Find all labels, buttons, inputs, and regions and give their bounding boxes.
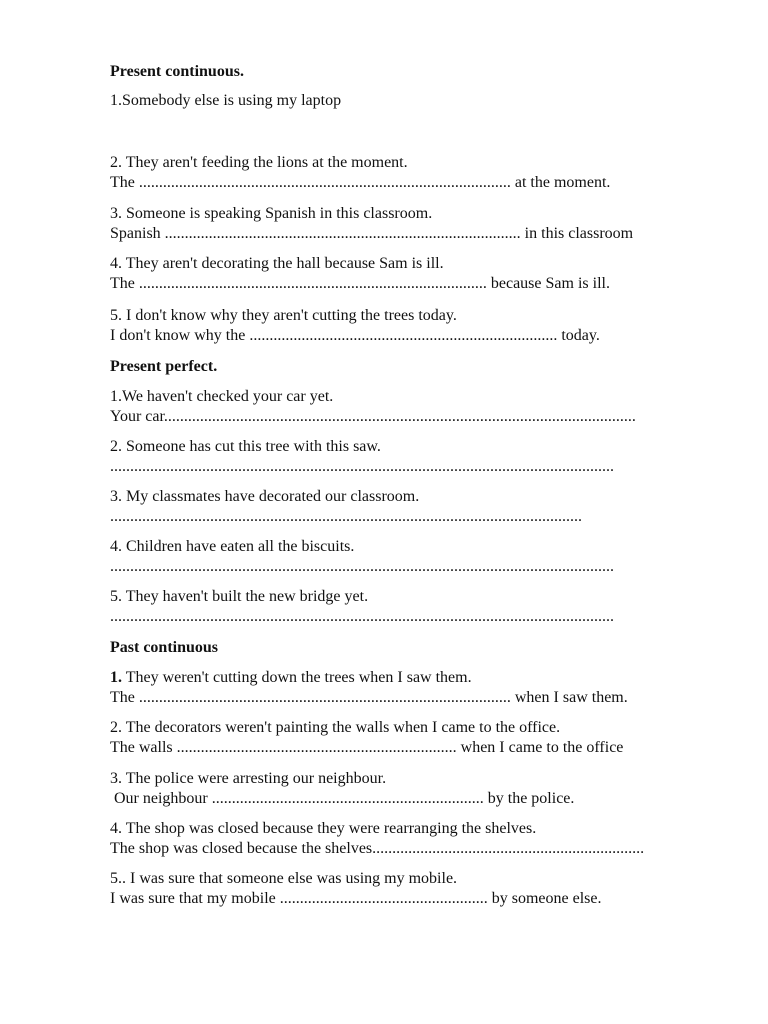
exercise-prompt: 1.We haven't checked your car yet. — [110, 388, 334, 405]
section-heading-past-continuous: Past continuous — [110, 639, 219, 656]
exercise-answer-line: The ............................................................................................. at the moment. — [110, 174, 611, 191]
exercise-prompt: 1.Somebody else is using my laptop — [110, 92, 342, 109]
exercise-item — [110, 537, 750, 577]
exercise-item — [110, 718, 750, 758]
exercise-item — [110, 869, 750, 909]
exercise-answer-line: .............................................................................................................................. — [110, 558, 614, 575]
exercise-item — [110, 668, 750, 708]
exercise-prompt: 5. I don't know why they aren't cutting the trees today. — [110, 307, 457, 324]
exercise-answer-line: The ............................................................................................. when I saw them. — [110, 689, 628, 706]
exercise-prompt: 3. The police were arresting our neighbour. — [110, 770, 387, 787]
exercise-answer-line: The walls ...................................................................... when I came to the office — [110, 739, 624, 756]
exercise-answer-line: Your car...................................................................................................................... — [110, 408, 636, 425]
exercise-prompt — [110, 668, 750, 688]
exercise-answer-line: Spanish ......................................................................................... in this classroom — [110, 225, 634, 242]
exercise-answer-line: Our neighbour .................................................................... by the police. — [110, 790, 575, 807]
exercise-item — [110, 306, 750, 346]
exercise-prompt: 3. My classmates have decorated our classroom. — [110, 488, 420, 505]
exercise-prompt: 2. They aren't feeding the lions at the moment. — [110, 154, 408, 171]
exercise-prompt: 5. They haven't built the new bridge yet. — [110, 588, 369, 605]
exercise-prompt: 2. Someone has cut this tree with this saw. — [110, 438, 381, 455]
exercise-item — [110, 769, 750, 809]
exercise-prompt: 4. They aren't decorating the hall because Sam is ill. — [110, 255, 444, 272]
exercise-number: 1. — [110, 669, 122, 686]
exercise-prompt: 3. Someone is speaking Spanish in this classroom. — [110, 205, 433, 222]
exercise-answer-line: I was sure that my mobile .................................................... by someone else. — [110, 890, 602, 907]
exercise-answer-line: .............................................................................................................................. — [110, 608, 614, 625]
exercise-item — [110, 153, 750, 193]
exercise-item — [110, 204, 750, 244]
exercise-item — [110, 91, 750, 111]
section-heading-present-continuous: Present continuous. — [110, 63, 244, 80]
exercise-item — [110, 587, 750, 627]
exercise-item — [110, 819, 750, 859]
exercise-item — [110, 437, 750, 477]
exercise-prompt-text: They weren't cutting down the trees when I saw them. — [122, 669, 472, 686]
exercise-item — [110, 487, 750, 527]
exercise-prompt: 4. Children have eaten all the biscuits. — [110, 538, 355, 555]
exercise-answer-line: The shop was closed because the shelves.................................................................... — [110, 840, 645, 857]
exercise-item — [110, 254, 750, 294]
exercise-answer-line: .............................................................................................................................. — [110, 458, 614, 475]
exercise-answer-line: I don't know why the ............................................................................. today. — [110, 327, 600, 344]
exercise-answer-line: The ....................................................................................... because Sam is ill. — [110, 275, 610, 292]
exercise-answer-line: ...................................................................................................................... — [110, 508, 582, 525]
exercise-prompt: 5.. I was sure that someone else was using my mobile. — [110, 870, 458, 887]
exercise-prompt: 2. The decorators weren't painting the walls when I came to the office. — [110, 719, 561, 736]
exercise-item — [110, 387, 750, 427]
exercise-prompt: 4. The shop was closed because they were rearranging the shelves. — [110, 820, 537, 837]
section-heading-present-perfect: Present perfect. — [110, 358, 218, 375]
worksheet — [110, 62, 750, 909]
